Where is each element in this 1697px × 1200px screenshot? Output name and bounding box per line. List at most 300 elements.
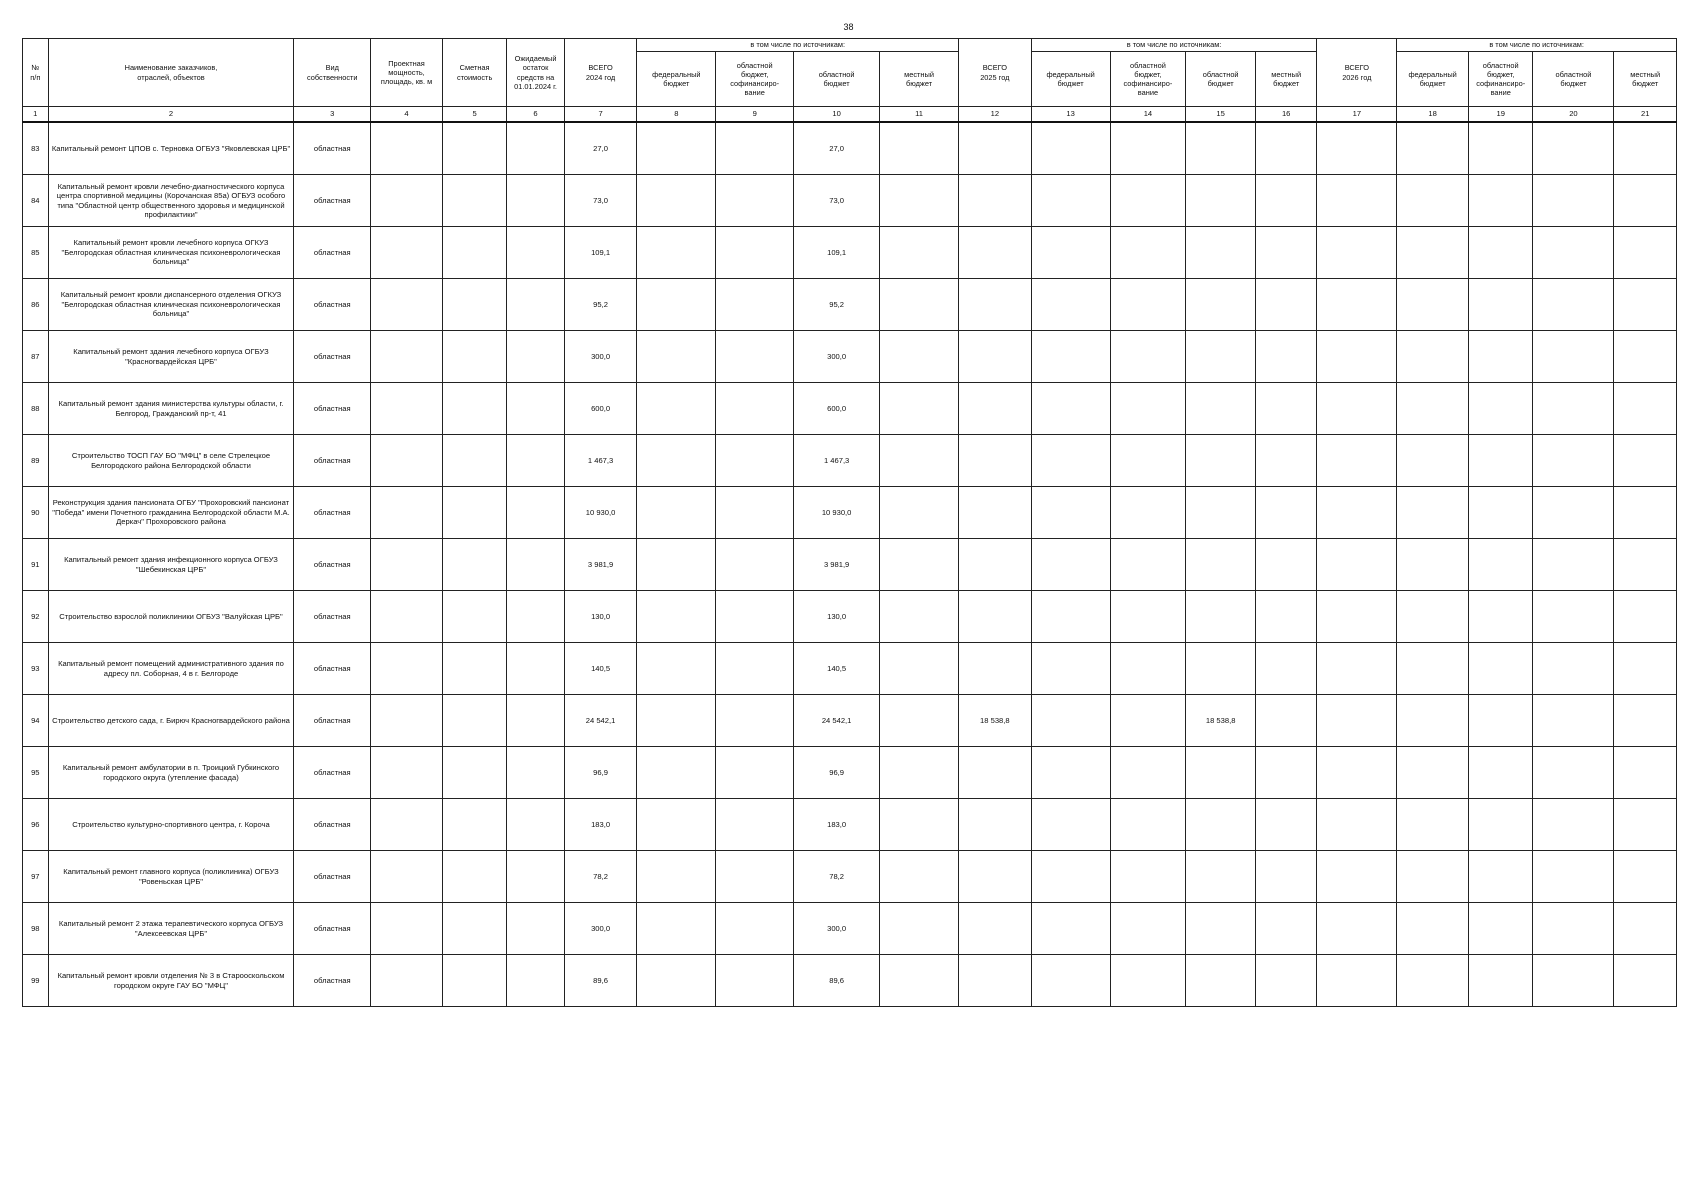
total-2024-cell: 130,0 bbox=[564, 591, 637, 643]
total-2024-cell: 96,9 bbox=[564, 747, 637, 799]
header-federal-2025: федеральный бюджет bbox=[1031, 52, 1110, 107]
regional-2025-cell bbox=[1186, 175, 1256, 227]
regional-2024-cell: 109,1 bbox=[794, 227, 880, 279]
cofin-2026-cell bbox=[1468, 695, 1533, 747]
table-row bbox=[23, 279, 1677, 331]
cofin-2024-cell bbox=[716, 799, 794, 851]
ownership-type: областная bbox=[294, 435, 371, 487]
regional-2026-cell bbox=[1533, 487, 1614, 539]
remainder-cell bbox=[507, 175, 564, 227]
header-capacity: Проектная мощность, площадь, кв. м bbox=[371, 39, 443, 107]
cofin-2026-cell bbox=[1468, 175, 1533, 227]
cost-cell bbox=[442, 591, 507, 643]
local-2026-cell bbox=[1614, 383, 1677, 435]
local-2024-cell bbox=[880, 695, 959, 747]
column-number: 12 bbox=[958, 107, 1031, 123]
ownership-type: областная bbox=[294, 383, 371, 435]
federal-2026-cell bbox=[1397, 539, 1469, 591]
total-2024-cell: 27,0 bbox=[564, 122, 637, 175]
cost-cell bbox=[442, 331, 507, 383]
header-cofin-2024: областной бюджет, софинансиро- вание bbox=[716, 52, 794, 107]
header-total-2026: ВСЕГО 2026 год bbox=[1317, 39, 1397, 107]
column-number: 7 bbox=[564, 107, 637, 123]
regional-2024-cell: 600,0 bbox=[794, 383, 880, 435]
total-2026-cell bbox=[1317, 903, 1397, 955]
row-number: 83 bbox=[23, 122, 49, 175]
total-2024-cell: 3 981,9 bbox=[564, 539, 637, 591]
column-number: 16 bbox=[1255, 107, 1316, 123]
regional-2025-cell bbox=[1186, 591, 1256, 643]
federal-2024-cell bbox=[637, 539, 716, 591]
object-name: Строительство культурно-спортивного центра, г. Короча bbox=[48, 799, 294, 851]
cofin-2024-cell bbox=[716, 643, 794, 695]
local-2026-cell bbox=[1614, 799, 1677, 851]
object-name: Реконструкция здания пансионата ОГБУ "Прохоровский пансионат "Победа" имени Почетного гражданина Белгородской области М.А. Деркач" Прохоровского района bbox=[48, 487, 294, 539]
table-row bbox=[23, 539, 1677, 591]
capacity-cell bbox=[371, 539, 443, 591]
local-2026-cell bbox=[1614, 487, 1677, 539]
table-body bbox=[23, 107, 1677, 1007]
federal-2026-cell bbox=[1397, 903, 1469, 955]
local-2025-cell bbox=[1255, 487, 1316, 539]
cofin-2025-cell bbox=[1110, 851, 1186, 903]
federal-2026-cell bbox=[1397, 851, 1469, 903]
cost-cell bbox=[442, 227, 507, 279]
remainder-cell bbox=[507, 383, 564, 435]
table-row bbox=[23, 851, 1677, 903]
regional-2024-cell: 300,0 bbox=[794, 331, 880, 383]
total-2026-cell bbox=[1317, 747, 1397, 799]
table-row bbox=[23, 487, 1677, 539]
total-2025-cell bbox=[958, 851, 1031, 903]
header-remainder: Ожидаемый остаток средств на 01.01.2024 г. bbox=[507, 39, 564, 107]
remainder-cell bbox=[507, 955, 564, 1007]
local-2025-cell bbox=[1255, 955, 1316, 1007]
local-2024-cell bbox=[880, 122, 959, 175]
cofin-2025-cell bbox=[1110, 799, 1186, 851]
regional-2026-cell bbox=[1533, 122, 1614, 175]
local-2024-cell bbox=[880, 279, 959, 331]
total-2026-cell bbox=[1317, 175, 1397, 227]
header-federal-2024: федеральный бюджет bbox=[637, 52, 716, 107]
cofin-2025-cell bbox=[1110, 643, 1186, 695]
remainder-cell bbox=[507, 903, 564, 955]
capacity-cell bbox=[371, 122, 443, 175]
remainder-cell bbox=[507, 227, 564, 279]
object-name: Капитальный ремонт кровли диспансерного отделения ОГКУЗ "Белгородская областная клиническая психоневрологическая больница" bbox=[48, 279, 294, 331]
federal-2024-cell bbox=[637, 122, 716, 175]
remainder-cell bbox=[507, 643, 564, 695]
row-number: 99 bbox=[23, 955, 49, 1007]
ownership-type: областная bbox=[294, 903, 371, 955]
object-name: Капитальный ремонт здания инфекционного корпуса ОГБУЗ "Шебекинская ЦРБ" bbox=[48, 539, 294, 591]
local-2026-cell bbox=[1614, 539, 1677, 591]
column-number: 11 bbox=[880, 107, 959, 123]
cofin-2024-cell bbox=[716, 279, 794, 331]
cost-cell bbox=[442, 643, 507, 695]
capacity-cell bbox=[371, 799, 443, 851]
remainder-cell bbox=[507, 435, 564, 487]
federal-2026-cell bbox=[1397, 122, 1469, 175]
total-2024-cell: 600,0 bbox=[564, 383, 637, 435]
federal-2025-cell bbox=[1031, 799, 1110, 851]
regional-2026-cell bbox=[1533, 279, 1614, 331]
capacity-cell bbox=[371, 227, 443, 279]
cofin-2025-cell bbox=[1110, 591, 1186, 643]
cost-cell bbox=[442, 487, 507, 539]
federal-2026-cell bbox=[1397, 643, 1469, 695]
remainder-cell bbox=[507, 279, 564, 331]
capacity-cell bbox=[371, 435, 443, 487]
regional-2025-cell bbox=[1186, 643, 1256, 695]
local-2025-cell bbox=[1255, 279, 1316, 331]
object-name: Капитальный ремонт 2 этажа терапевтического корпуса ОГБУЗ "Алексеевская ЦРБ" bbox=[48, 903, 294, 955]
table-row bbox=[23, 383, 1677, 435]
capacity-cell bbox=[371, 955, 443, 1007]
column-number: 3 bbox=[294, 107, 371, 123]
regional-2026-cell bbox=[1533, 643, 1614, 695]
total-2025-cell bbox=[958, 643, 1031, 695]
federal-2025-cell bbox=[1031, 851, 1110, 903]
object-name: Капитальный ремонт кровли лечебно-диагностического корпуса центра спортивной медицины (Корочанская 85а) ОГБУЗ особого типа "Областной центр общественного здоровья и медицинской профилактики" bbox=[48, 175, 294, 227]
local-2024-cell bbox=[880, 383, 959, 435]
header-sources-2026: в том числе по источникам: bbox=[1397, 39, 1677, 52]
federal-2024-cell bbox=[637, 279, 716, 331]
table-row bbox=[23, 331, 1677, 383]
cofin-2025-cell bbox=[1110, 695, 1186, 747]
regional-2024-cell: 89,6 bbox=[794, 955, 880, 1007]
total-2025-cell bbox=[958, 799, 1031, 851]
cofin-2024-cell bbox=[716, 435, 794, 487]
table-row bbox=[23, 175, 1677, 227]
regional-2026-cell bbox=[1533, 175, 1614, 227]
local-2026-cell bbox=[1614, 851, 1677, 903]
capacity-cell bbox=[371, 383, 443, 435]
table-row bbox=[23, 955, 1677, 1007]
cost-cell bbox=[442, 851, 507, 903]
local-2024-cell bbox=[880, 591, 959, 643]
ownership-type: областная bbox=[294, 331, 371, 383]
federal-2025-cell bbox=[1031, 487, 1110, 539]
capacity-cell bbox=[371, 903, 443, 955]
local-2025-cell bbox=[1255, 695, 1316, 747]
local-2026-cell bbox=[1614, 435, 1677, 487]
row-number: 93 bbox=[23, 643, 49, 695]
regional-2024-cell: 10 930,0 bbox=[794, 487, 880, 539]
total-2026-cell bbox=[1317, 279, 1397, 331]
row-number: 89 bbox=[23, 435, 49, 487]
table-row bbox=[23, 695, 1677, 747]
total-2024-cell: 1 467,3 bbox=[564, 435, 637, 487]
total-2025-cell bbox=[958, 227, 1031, 279]
object-name: Капитальный ремонт амбулатории в п. Троицкий Губкинского городского округа (утепление фасада) bbox=[48, 747, 294, 799]
ownership-type: областная bbox=[294, 122, 371, 175]
row-number: 92 bbox=[23, 591, 49, 643]
local-2026-cell bbox=[1614, 331, 1677, 383]
federal-2026-cell bbox=[1397, 279, 1469, 331]
total-2024-cell: 73,0 bbox=[564, 175, 637, 227]
local-2024-cell bbox=[880, 227, 959, 279]
row-number: 86 bbox=[23, 279, 49, 331]
local-2025-cell bbox=[1255, 435, 1316, 487]
cofin-2026-cell bbox=[1468, 383, 1533, 435]
remainder-cell bbox=[507, 122, 564, 175]
local-2025-cell bbox=[1255, 227, 1316, 279]
cofin-2025-cell bbox=[1110, 383, 1186, 435]
column-number: 14 bbox=[1110, 107, 1186, 123]
header-num: № п/п bbox=[23, 39, 49, 107]
regional-2025-cell bbox=[1186, 851, 1256, 903]
capacity-cell bbox=[371, 279, 443, 331]
federal-2026-cell bbox=[1397, 591, 1469, 643]
cofin-2024-cell bbox=[716, 851, 794, 903]
cofin-2025-cell bbox=[1110, 227, 1186, 279]
cofin-2025-cell bbox=[1110, 539, 1186, 591]
cost-cell bbox=[442, 903, 507, 955]
total-2025-cell bbox=[958, 955, 1031, 1007]
cofin-2025-cell bbox=[1110, 331, 1186, 383]
total-2026-cell bbox=[1317, 383, 1397, 435]
cost-cell bbox=[442, 383, 507, 435]
total-2026-cell bbox=[1317, 122, 1397, 175]
local-2025-cell bbox=[1255, 747, 1316, 799]
total-2024-cell: 10 930,0 bbox=[564, 487, 637, 539]
object-name: Капитальный ремонт кровли отделения № 3 в Старооскольском городском округе ГАУ БО "МФЦ" bbox=[48, 955, 294, 1007]
total-2025-cell bbox=[958, 383, 1031, 435]
local-2025-cell bbox=[1255, 643, 1316, 695]
regional-2024-cell: 183,0 bbox=[794, 799, 880, 851]
cofin-2026-cell bbox=[1468, 122, 1533, 175]
federal-2024-cell bbox=[637, 227, 716, 279]
object-name: Капитальный ремонт здания лечебного корпуса ОГБУЗ "Красногвардейская ЦРБ" bbox=[48, 331, 294, 383]
regional-2024-cell: 1 467,3 bbox=[794, 435, 880, 487]
federal-2024-cell bbox=[637, 487, 716, 539]
header-regional-2026: областной бюджет bbox=[1533, 52, 1614, 107]
federal-2024-cell bbox=[637, 435, 716, 487]
total-2026-cell bbox=[1317, 799, 1397, 851]
federal-2026-cell bbox=[1397, 435, 1469, 487]
column-number: 1 bbox=[23, 107, 49, 123]
local-2026-cell bbox=[1614, 279, 1677, 331]
object-name: Капитальный ремонт ЦПОВ с. Терновка ОГБУЗ "Яковлевская ЦРБ" bbox=[48, 122, 294, 175]
total-2024-cell: 300,0 bbox=[564, 331, 637, 383]
cost-cell bbox=[442, 695, 507, 747]
regional-2024-cell: 95,2 bbox=[794, 279, 880, 331]
total-2026-cell bbox=[1317, 539, 1397, 591]
row-number: 84 bbox=[23, 175, 49, 227]
total-2026-cell bbox=[1317, 851, 1397, 903]
federal-2025-cell bbox=[1031, 695, 1110, 747]
remainder-cell bbox=[507, 695, 564, 747]
header-cofin-2025: областной бюджет, софинансиро- вание bbox=[1110, 52, 1186, 107]
object-name: Строительство ТОСП ГАУ БО "МФЦ" в селе Стрелецкое Белгородского района Белгородской области bbox=[48, 435, 294, 487]
remainder-cell bbox=[507, 851, 564, 903]
total-2024-cell: 24 542,1 bbox=[564, 695, 637, 747]
federal-2025-cell bbox=[1031, 279, 1110, 331]
federal-2025-cell bbox=[1031, 175, 1110, 227]
table-row bbox=[23, 122, 1677, 175]
regional-2025-cell bbox=[1186, 279, 1256, 331]
cofin-2026-cell bbox=[1468, 331, 1533, 383]
total-2025-cell bbox=[958, 175, 1031, 227]
federal-2024-cell bbox=[637, 695, 716, 747]
cofin-2026-cell bbox=[1468, 903, 1533, 955]
row-number: 94 bbox=[23, 695, 49, 747]
regional-2026-cell bbox=[1533, 227, 1614, 279]
capacity-cell bbox=[371, 695, 443, 747]
total-2025-cell bbox=[958, 331, 1031, 383]
local-2025-cell bbox=[1255, 539, 1316, 591]
cost-cell bbox=[442, 955, 507, 1007]
federal-2024-cell bbox=[637, 331, 716, 383]
cofin-2024-cell bbox=[716, 903, 794, 955]
header-regional-2024: областной бюджет bbox=[794, 52, 880, 107]
local-2024-cell bbox=[880, 435, 959, 487]
local-2026-cell bbox=[1614, 747, 1677, 799]
local-2024-cell bbox=[880, 539, 959, 591]
ownership-type: областная bbox=[294, 279, 371, 331]
federal-2025-cell bbox=[1031, 331, 1110, 383]
total-2026-cell bbox=[1317, 487, 1397, 539]
cofin-2025-cell bbox=[1110, 435, 1186, 487]
row-number: 88 bbox=[23, 383, 49, 435]
capacity-cell bbox=[371, 591, 443, 643]
header-total-2024: ВСЕГО 2024 год bbox=[564, 39, 637, 107]
total-2025-cell bbox=[958, 279, 1031, 331]
regional-2025-cell bbox=[1186, 539, 1256, 591]
cofin-2026-cell bbox=[1468, 279, 1533, 331]
cofin-2024-cell bbox=[716, 122, 794, 175]
column-number: 9 bbox=[716, 107, 794, 123]
regional-2025-cell bbox=[1186, 955, 1256, 1007]
federal-2025-cell bbox=[1031, 591, 1110, 643]
regional-2025-cell: 18 538,8 bbox=[1186, 695, 1256, 747]
local-2025-cell bbox=[1255, 591, 1316, 643]
local-2024-cell bbox=[880, 747, 959, 799]
header-cost: Сметная стоимость bbox=[442, 39, 507, 107]
total-2025-cell bbox=[958, 435, 1031, 487]
cofin-2024-cell bbox=[716, 695, 794, 747]
page-number: 38 bbox=[843, 22, 854, 32]
cofin-2025-cell bbox=[1110, 747, 1186, 799]
cost-cell bbox=[442, 747, 507, 799]
column-number: 8 bbox=[637, 107, 716, 123]
object-name: Строительство взрослой поликлиники ОГБУЗ "Валуйская ЦРБ" bbox=[48, 591, 294, 643]
table-row bbox=[23, 799, 1677, 851]
local-2024-cell bbox=[880, 487, 959, 539]
cofin-2024-cell bbox=[716, 591, 794, 643]
total-2024-cell: 183,0 bbox=[564, 799, 637, 851]
budget-table bbox=[22, 38, 1677, 1007]
regional-2024-cell: 300,0 bbox=[794, 903, 880, 955]
column-number: 18 bbox=[1397, 107, 1469, 123]
column-number: 15 bbox=[1186, 107, 1256, 123]
total-2025-cell bbox=[958, 747, 1031, 799]
cofin-2025-cell bbox=[1110, 955, 1186, 1007]
federal-2025-cell bbox=[1031, 903, 1110, 955]
regional-2024-cell: 3 981,9 bbox=[794, 539, 880, 591]
cofin-2026-cell bbox=[1468, 955, 1533, 1007]
total-2025-cell bbox=[958, 487, 1031, 539]
column-number: 20 bbox=[1533, 107, 1614, 123]
cofin-2024-cell bbox=[716, 539, 794, 591]
remainder-cell bbox=[507, 747, 564, 799]
cofin-2024-cell bbox=[716, 487, 794, 539]
cofin-2026-cell bbox=[1468, 591, 1533, 643]
federal-2025-cell bbox=[1031, 227, 1110, 279]
local-2024-cell bbox=[880, 799, 959, 851]
federal-2024-cell bbox=[637, 799, 716, 851]
regional-2026-cell bbox=[1533, 903, 1614, 955]
federal-2024-cell bbox=[637, 643, 716, 695]
column-number: 19 bbox=[1468, 107, 1533, 123]
column-number: 2 bbox=[48, 107, 294, 123]
regional-2026-cell bbox=[1533, 747, 1614, 799]
total-2024-cell: 300,0 bbox=[564, 903, 637, 955]
row-number: 97 bbox=[23, 851, 49, 903]
remainder-cell bbox=[507, 487, 564, 539]
capacity-cell bbox=[371, 851, 443, 903]
federal-2024-cell bbox=[637, 383, 716, 435]
total-2025-cell bbox=[958, 903, 1031, 955]
total-2026-cell bbox=[1317, 955, 1397, 1007]
regional-2024-cell: 73,0 bbox=[794, 175, 880, 227]
column-number: 6 bbox=[507, 107, 564, 123]
regional-2025-cell bbox=[1186, 435, 1256, 487]
total-2024-cell: 78,2 bbox=[564, 851, 637, 903]
table-header bbox=[23, 39, 1677, 107]
regional-2024-cell: 140,5 bbox=[794, 643, 880, 695]
local-2024-cell bbox=[880, 903, 959, 955]
local-2025-cell bbox=[1255, 903, 1316, 955]
local-2024-cell bbox=[880, 851, 959, 903]
header-local-2024: местный бюджет bbox=[880, 52, 959, 107]
row-number: 98 bbox=[23, 903, 49, 955]
local-2024-cell bbox=[880, 175, 959, 227]
local-2025-cell bbox=[1255, 799, 1316, 851]
local-2026-cell bbox=[1614, 643, 1677, 695]
row-number: 91 bbox=[23, 539, 49, 591]
remainder-cell bbox=[507, 539, 564, 591]
local-2025-cell bbox=[1255, 175, 1316, 227]
regional-2026-cell bbox=[1533, 851, 1614, 903]
regional-2026-cell bbox=[1533, 799, 1614, 851]
federal-2025-cell bbox=[1031, 435, 1110, 487]
column-number: 21 bbox=[1614, 107, 1677, 123]
table-row bbox=[23, 591, 1677, 643]
regional-2026-cell bbox=[1533, 331, 1614, 383]
column-number: 17 bbox=[1317, 107, 1397, 123]
federal-2025-cell bbox=[1031, 539, 1110, 591]
row-number: 96 bbox=[23, 799, 49, 851]
federal-2025-cell bbox=[1031, 122, 1110, 175]
capacity-cell bbox=[371, 331, 443, 383]
ownership-type: областная bbox=[294, 955, 371, 1007]
total-2025-cell bbox=[958, 122, 1031, 175]
capacity-cell bbox=[371, 747, 443, 799]
federal-2024-cell bbox=[637, 903, 716, 955]
federal-2026-cell bbox=[1397, 383, 1469, 435]
remainder-cell bbox=[507, 799, 564, 851]
regional-2024-cell: 24 542,1 bbox=[794, 695, 880, 747]
cofin-2025-cell bbox=[1110, 279, 1186, 331]
cofin-2026-cell bbox=[1468, 747, 1533, 799]
remainder-cell bbox=[507, 591, 564, 643]
local-2026-cell bbox=[1614, 695, 1677, 747]
regional-2025-cell bbox=[1186, 383, 1256, 435]
federal-2026-cell bbox=[1397, 227, 1469, 279]
cost-cell bbox=[442, 539, 507, 591]
